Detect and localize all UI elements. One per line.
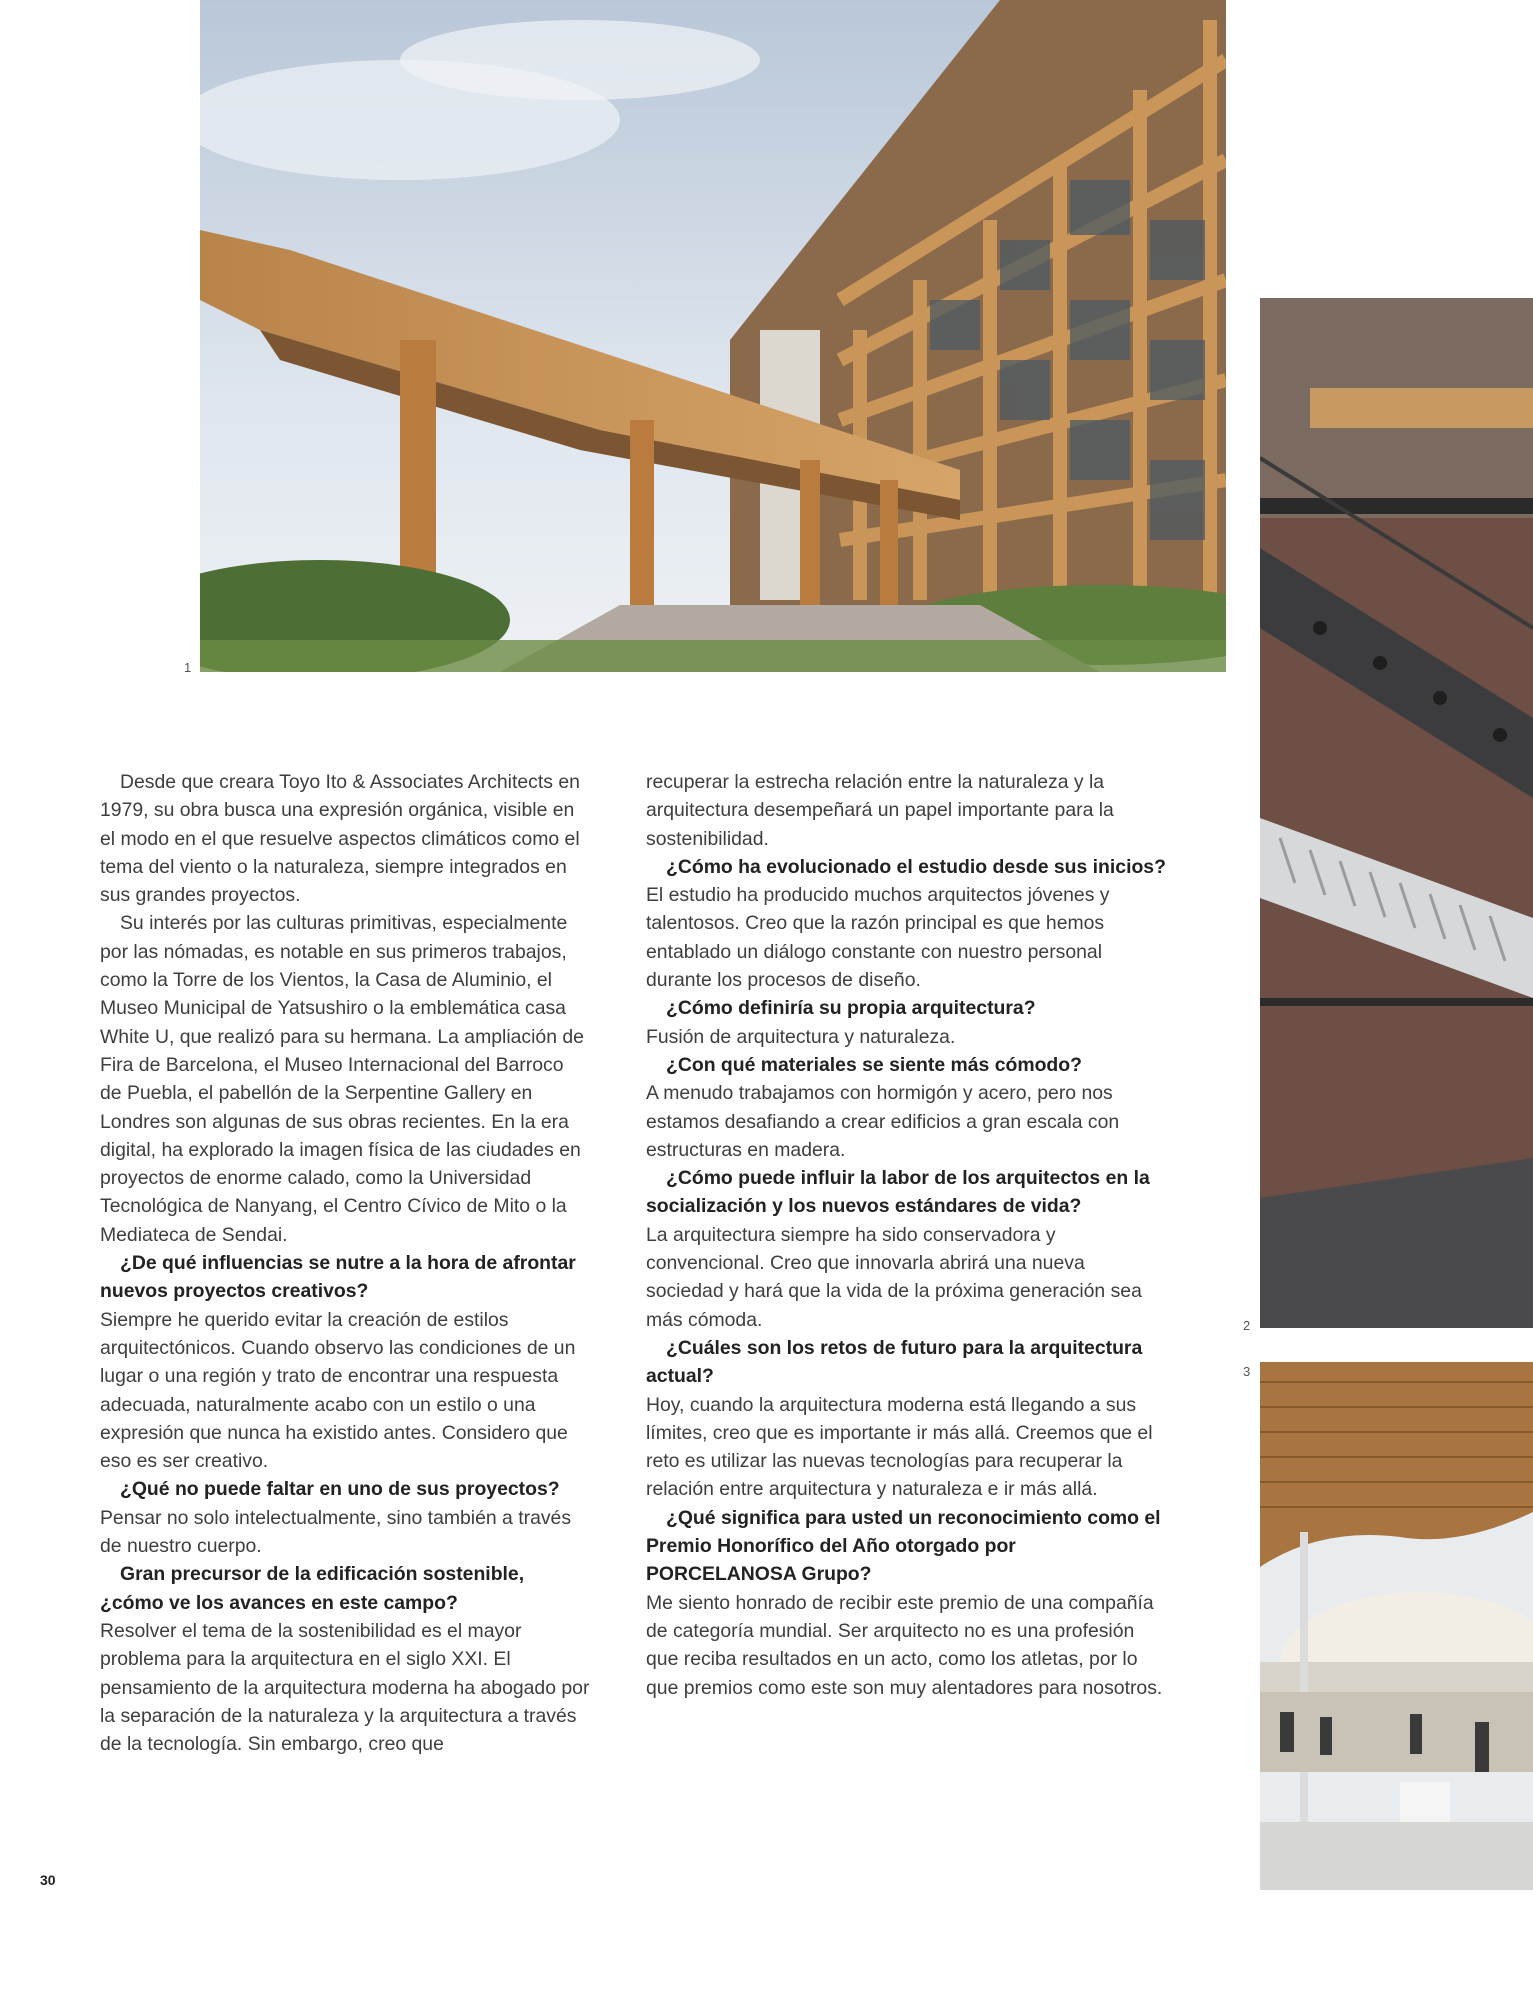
- question-9: [646, 1504, 1166, 1589]
- answer-9: Me siento honrado de recibir este premio de una compañía de categoría mundial. Ser arquitecto no es una profesión que reciba resultados en un acto, como los atletas, por lo que premios como este son muy alentadores para nosotros.: [646, 1591, 1163, 1699]
- intro-paragraph-1: Desde que creara Toyo Ito & Associates Architects en 1979, su obra busca una expresión orgánica, visible en el modo en el que resuelve aspectos climáticos como el tema del viento o la naturaleza, siempre integrados en sus grandes proyectos.: [100, 771, 580, 907]
- answer-4: El estudio ha producido muchos arquitectos jóvenes y talentosos. Creo que la razón principal es que hemos entablado un diálogo constante con nuestro personal durante los procesos de diseño.: [646, 884, 1110, 992]
- article-right-column: [646, 768, 1166, 1702]
- answer-1: Siempre he querido evitar la creación de estilos arquitectónicos. Cuando observo las condiciones de un lugar o una región y trato de encontrar una respuesta adecuada, naturalmente acabo con un estilo o una expresión que nunca ha existido antes. Considero que eso es ser creativo.: [100, 1308, 576, 1473]
- answer-6: A menudo trabajamos con hormigón y acero, pero nos estamos desafiando a crear edificios a gran escala con estructuras en madera.: [646, 1082, 1120, 1161]
- question-9-text: ¿Qué significa para usted un reconocimiento como el Premio Honorífico del Año otorgado por: [646, 1506, 1161, 1558]
- question-8: ¿Cuáles son los retos de futuro para la arquitectura actual?: [646, 1336, 1143, 1388]
- question-1: ¿De qué influencias se nutre a la hora de afrontar nuevos proyectos creativos?: [100, 1252, 576, 1303]
- question-6: ¿Con qué materiales se siente más cómodo?: [666, 1053, 1082, 1076]
- question-7: ¿Cómo puede influir la labor de los arquitectos en la socialización y los nuevos estándares de vida?: [646, 1167, 1150, 1218]
- brand-name: PORCELANOSA Grupo: [646, 1563, 860, 1586]
- answer-8: Hoy, cuando la arquitectura moderna está llegando a sus límites, creo que es importante ir más allá. Creemos que el reto es utilizar las nuevas tecnologías para recuperar la relación entre arquitectura y naturaleza e ir más allá.: [646, 1393, 1153, 1501]
- interior-wall-photo: [1260, 298, 1533, 1328]
- figure-1-number: 1: [184, 660, 192, 675]
- question-9-mark: ?: [859, 1563, 872, 1586]
- page-number: 30: [40, 1872, 56, 1888]
- wooden-canopy-photo: [1260, 1362, 1533, 1890]
- wooden-building-photo: [200, 0, 1226, 672]
- question-3: Gran precursor de la edificación sostenible, ¿cómo ve los avances en este campo?: [100, 1563, 525, 1614]
- figure-2-number: 2: [1243, 1318, 1251, 1333]
- question-4: ¿Cómo ha evolucionado el estudio desde sus inicios?: [666, 855, 1166, 878]
- answer-5: Fusión de arquitectura y naturaleza.: [646, 1025, 956, 1048]
- intro-paragraph-2: Su interés por las culturas primitivas, especialmente por las nómadas, es notable en sus primeros trabajos, como la Torre de los Vientos, la Casa de Aluminio, el Museo Municipal de Yatsushiro o la emblemática casa White U, que realizó para su hermana. La ampliación de Fira de Barcelona, el Museo Internacional del Barroco de Puebla, el pabellón de la Serpentine Gallery en Londres son algunas de sus obras recientes. En la era digital, ha explorado la imagen física de las ciudades en proyectos de enorme calado, como la Universidad Tecnológica de Nanyang, el Centro Cívico de Mito o la Mediateca de Sendai.: [100, 912, 584, 1246]
- figure-3-number: 3: [1243, 1364, 1251, 1379]
- answer-7: La arquitectura siempre ha sido conservadora y convencional. Creo que innovarla abrirá una nueva sociedad y hará que la vida de la próxima generación sea más cómoda.: [646, 1223, 1142, 1331]
- question-5: ¿Cómo definiría su propia arquitectura?: [666, 997, 1036, 1020]
- answer-3: Resolver el tema de la sostenibilidad es el mayor problema para la arquitectura en el siglo XXI. El pensamiento de la arquitectura moderna ha abogado por la separación de la naturaleza y la arquitectura a través de la tecnología. Sin embargo, creo que: [100, 1619, 590, 1756]
- article-left-column: [100, 768, 590, 1758]
- question-2: ¿Qué no puede faltar en uno de sus proyectos?: [120, 1478, 560, 1501]
- answer-3-continued: recuperar la estrecha relación entre la naturaleza y la arquitectura desempeñará un papel importante para la sostenibilidad.: [646, 771, 1114, 850]
- answer-2: Pensar no solo intelectualmente, sino también a través de nuestro cuerpo.: [100, 1506, 572, 1558]
